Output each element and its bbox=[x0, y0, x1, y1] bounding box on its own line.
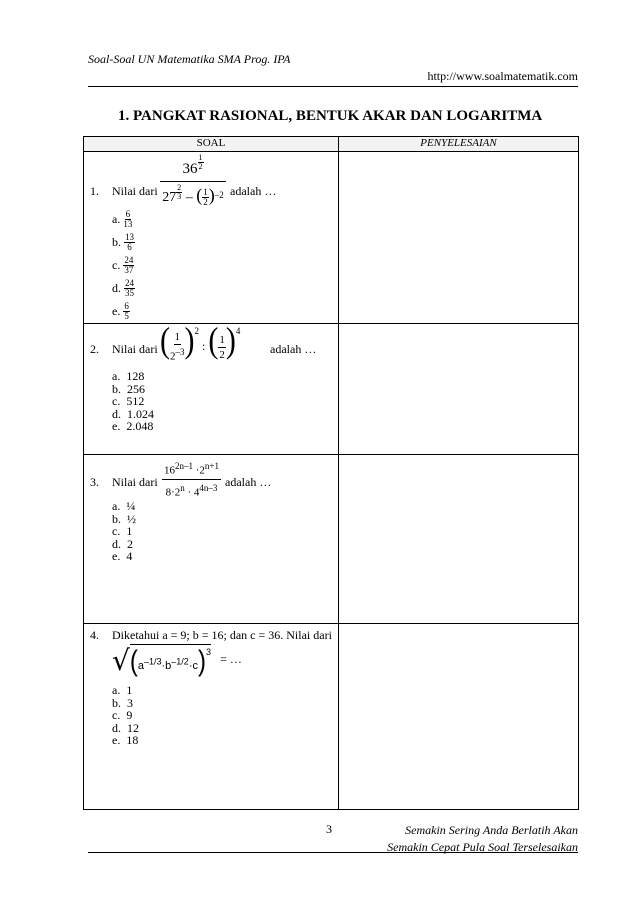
option-a[interactable]: a. ¼ bbox=[112, 499, 136, 513]
option-a[interactable]: a. 128 bbox=[112, 369, 145, 383]
expr-den-exp-n: 2 bbox=[177, 183, 182, 192]
question-3-cell bbox=[84, 455, 339, 624]
table-row bbox=[84, 152, 579, 324]
table-row bbox=[84, 624, 579, 810]
expr-paren-n: 1 bbox=[203, 187, 208, 198]
solution-cell bbox=[339, 455, 579, 624]
expr-num-base: 36 bbox=[182, 161, 198, 177]
header-divider bbox=[88, 86, 578, 87]
math-expression: $√(a^{-1/3}\cdot b^{-1/2}\cdot c)^3$ = … bbox=[112, 644, 242, 678]
question-suffix: adalah … bbox=[230, 184, 277, 198]
option-b[interactable]: b. 256 bbox=[112, 381, 145, 396]
math-expression: $16^{2n-1} \cdot 2^{n+1}$ $8\cdot 2^n \cdot 4^{4n-3}$ bbox=[164, 461, 219, 499]
column-header-soal: SOAL bbox=[84, 137, 339, 152]
footer-motto bbox=[387, 822, 578, 856]
question-number: 3. bbox=[90, 475, 99, 489]
footer-line-1: Semakin Sering Anda Berlatih Akan bbox=[405, 823, 578, 837]
option-c[interactable]: c. $\frac{24}{37}$ bbox=[112, 255, 134, 275]
option-e[interactable]: e. 18 bbox=[112, 733, 139, 747]
option-d[interactable]: d. $\frac{24}{35}$ bbox=[112, 278, 134, 298]
solution-cell bbox=[339, 152, 579, 324]
option-d[interactable]: d. 2 bbox=[112, 536, 133, 551]
option-e[interactable]: e. 4 bbox=[112, 549, 133, 563]
footer-line-2: Semakin Cepat Pula Soal Terselesaikan bbox=[387, 840, 578, 854]
question-2-cell bbox=[84, 320, 339, 455]
solution-cell bbox=[339, 324, 579, 455]
question-prefix: Nilai dari bbox=[112, 475, 158, 489]
column-header-penyelesaian: PENYELESAIAN bbox=[339, 137, 579, 152]
question-prefix: Nilai dari bbox=[112, 184, 158, 198]
answer-options bbox=[112, 684, 139, 747]
option-d[interactable]: d. 1.024 bbox=[112, 406, 154, 421]
expr-den-base: 27 bbox=[162, 190, 177, 205]
problem-table bbox=[83, 136, 579, 810]
option-c[interactable]: c. 9 bbox=[112, 708, 133, 722]
question-suffix: = … bbox=[220, 652, 242, 667]
question-text: Diketahui a = 9; b = 16; dan c = 36. Nilai dari bbox=[112, 628, 332, 642]
table-row bbox=[84, 455, 579, 624]
expr-num-exp-d: 2 bbox=[198, 162, 203, 171]
expr-minus: – bbox=[185, 190, 193, 205]
expr-num-exp-n: 1 bbox=[198, 153, 203, 162]
question-suffix: adalah … bbox=[270, 342, 317, 356]
question-number: 1. bbox=[90, 184, 99, 198]
question-number: 2. bbox=[90, 342, 99, 356]
option-a[interactable]: a. $\frac{6}{13}$ bbox=[112, 209, 133, 229]
math-expression: 36 $\frac{1}{2}$ 27 $\frac{2}{3}$ – ( $\frac{1}{2}$ )$^{-2}$ bbox=[160, 158, 226, 211]
footer-divider bbox=[88, 852, 578, 853]
option-b[interactable]: b. $\frac{13}{6}$ bbox=[112, 232, 134, 252]
expr-paren-d: 2 bbox=[203, 197, 208, 208]
question-suffix: adalah … bbox=[225, 475, 272, 489]
option-c[interactable]: c. 1 bbox=[112, 524, 133, 538]
question-1-cell bbox=[84, 152, 339, 324]
header-url: http://www.soalmatematik.com bbox=[427, 69, 578, 83]
option-d[interactable]: d. 12 bbox=[112, 720, 139, 735]
math-expression: ( $\frac{1}{2^{-3}}$ )$^2$ : ( $\frac{1}{2}$ )$^4$ bbox=[160, 320, 241, 364]
answer-options bbox=[112, 370, 154, 433]
answer-options bbox=[112, 500, 136, 563]
option-c[interactable]: c. 512 bbox=[112, 394, 145, 408]
question-4-cell bbox=[84, 624, 339, 810]
question-prefix: Nilai dari bbox=[112, 342, 158, 356]
option-a[interactable]: a. 1 bbox=[112, 683, 133, 697]
page-title: 1. PANGKAT RASIONAL, BENTUK AKAR DAN LOGARITMA bbox=[118, 108, 543, 124]
expr-paren-exp: –2 bbox=[214, 190, 224, 200]
option-e[interactable]: e. 2.048 bbox=[112, 419, 154, 433]
page-number: 3 bbox=[326, 822, 332, 836]
option-b[interactable]: b. ½ bbox=[112, 511, 136, 526]
solution-cell bbox=[339, 624, 579, 810]
answer-options bbox=[112, 208, 135, 323]
question-number: 4. bbox=[90, 628, 99, 642]
table-row bbox=[84, 324, 579, 455]
option-e[interactable]: e. $\frac{6}{5}$ bbox=[112, 301, 129, 321]
expr-den-exp-d: 3 bbox=[177, 192, 182, 201]
option-b[interactable]: b. 3 bbox=[112, 695, 133, 710]
header-left: Soal-Soal UN Matematika SMA Prog. IPA bbox=[88, 52, 291, 66]
